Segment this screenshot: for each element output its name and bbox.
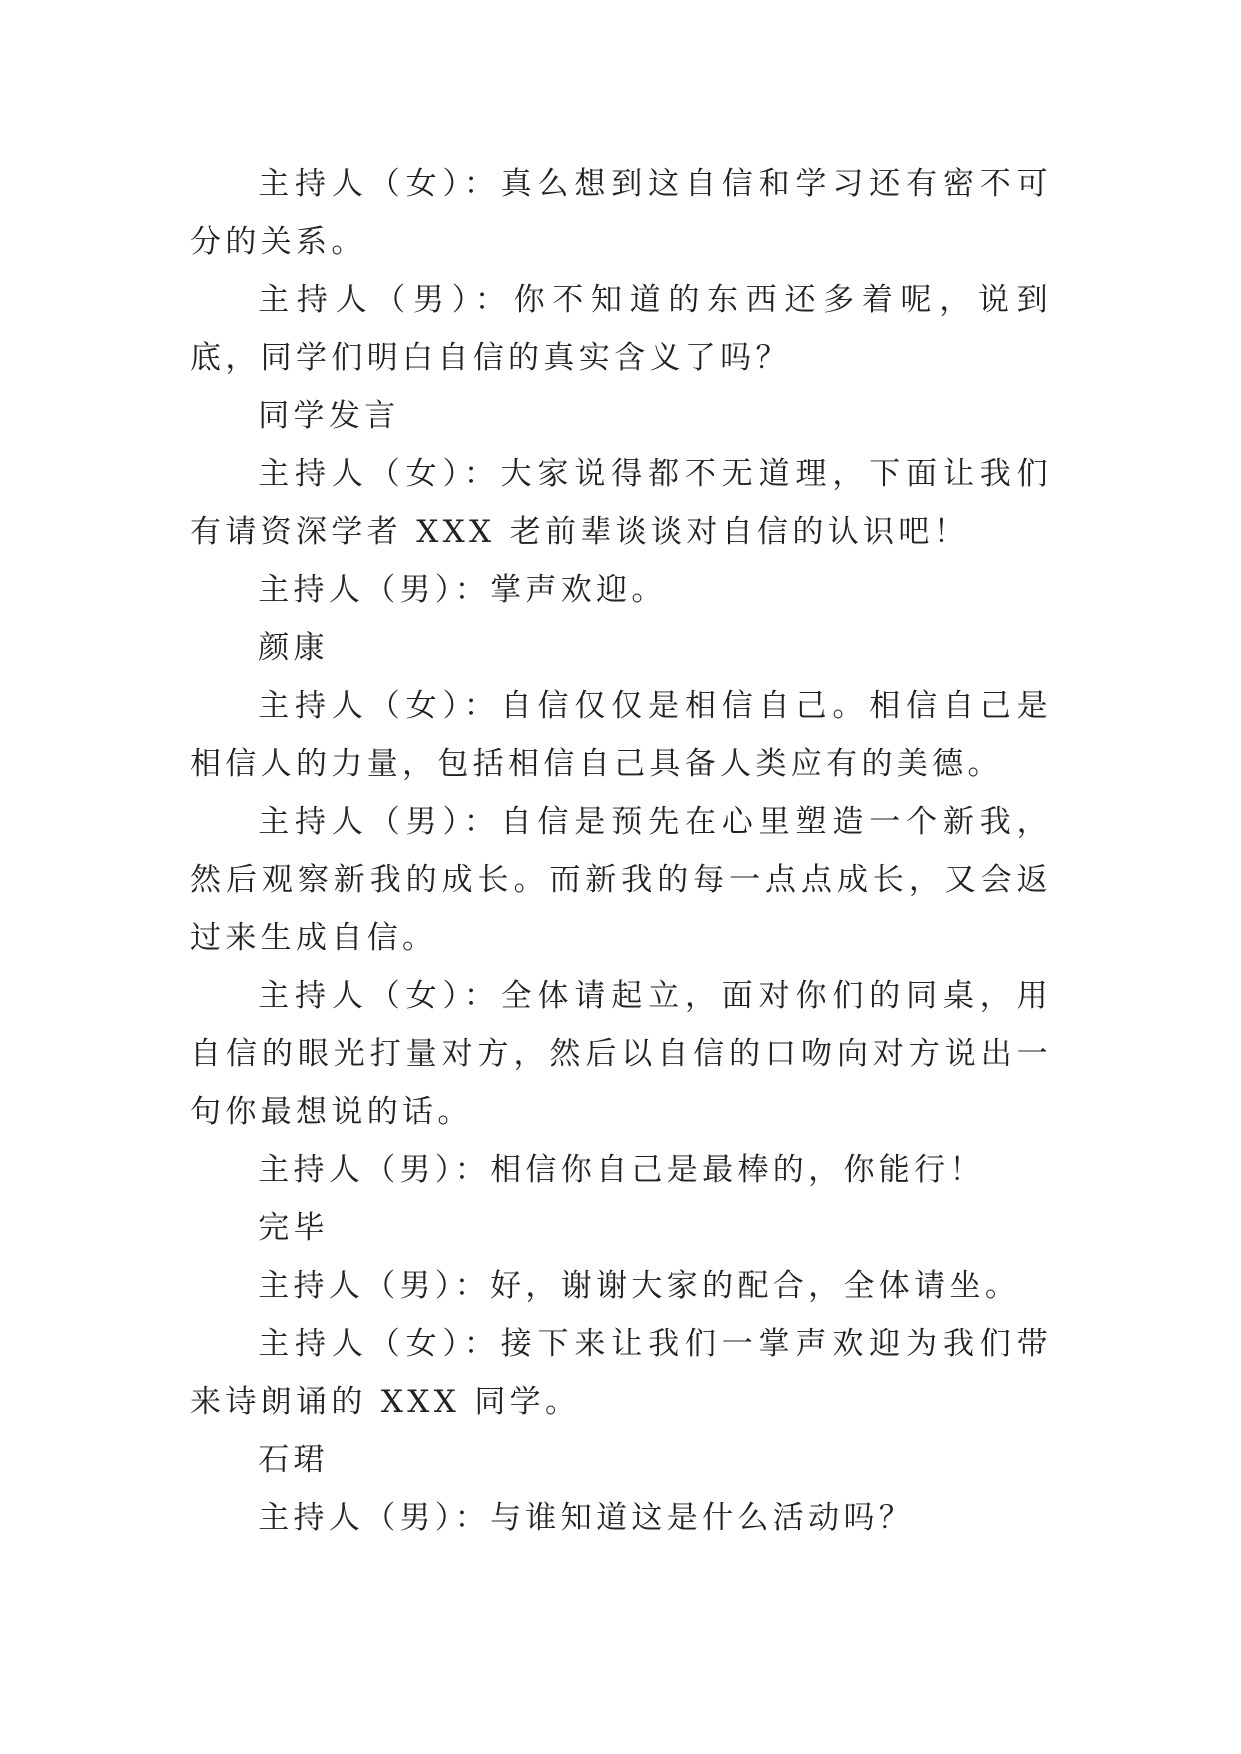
dialogue-paragraph: 主持人（女）：接下来让我们一掌声欢迎为我们带来诗朗诵的 XXX 同学。 <box>190 1326 1052 1420</box>
document-body <box>190 155 1052 1547</box>
dialogue-paragraph: 主持人（男）：自信是预先在心里塑造一个新我，然后观察新我的成长。而新我的每一点点成长，又会返过来生成自信。 <box>190 804 1052 956</box>
dialogue-paragraph: 主持人（女）：真么想到这自信和学习还有密不可分的关系。 <box>190 166 1052 260</box>
dialogue-paragraph: 主持人（男）：相信你自己是最棒的，你能行！ <box>258 1152 985 1188</box>
stage-direction: 完毕 <box>258 1210 329 1246</box>
stage-direction: 同学发言 <box>258 398 400 434</box>
stage-direction: 石珺 <box>258 1442 329 1478</box>
dialogue-paragraph: 主持人（男）：你不知道的东西还多着呢，说到底，同学们明白自信的真实含义了吗？ <box>190 282 1052 376</box>
dialogue-paragraph: 主持人（女）：大家说得都不无道理，下面让我们有请资深学者 XXX 老前辈谈谈对自信的认识吧！ <box>190 456 1052 550</box>
dialogue-paragraph: 主持人（男）：掌声欢迎。 <box>258 572 667 608</box>
dialogue-paragraph: 主持人（女）：全体请起立，面对你们的同桌，用自信的眼光打量对方，然后以自信的口吻向对方说出一句你最想说的话。 <box>190 978 1052 1130</box>
dialogue-paragraph: 主持人（男）：与谁知道这是什么活动吗？ <box>258 1500 915 1536</box>
dialogue-paragraph: 主持人（男）：好，谢谢大家的配合，全体请坐。 <box>258 1268 1021 1304</box>
dialogue-paragraph: 主持人（女）：自信仅仅是相信自己。相信自己是相信人的力量，包括相信自己具备人类应有的美德。 <box>190 688 1052 782</box>
stage-direction: 颜康 <box>258 630 329 666</box>
